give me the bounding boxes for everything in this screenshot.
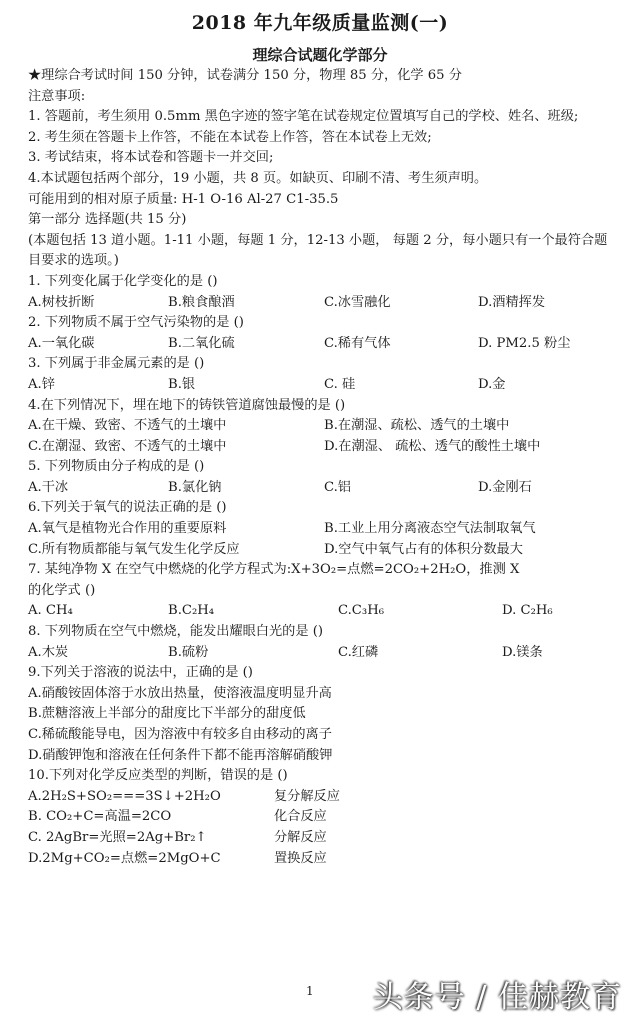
option-a: A.氧气是植物光合作用的重要原料 xyxy=(28,521,227,537)
page-number: 1 xyxy=(306,984,314,998)
reaction-type: 复分解反应 xyxy=(274,788,340,804)
question-options xyxy=(28,416,618,437)
reaction-type: 分解反应 xyxy=(274,829,327,845)
option-a: A.硝酸铵固体溶于水放出热量，使溶液温度明显升高 xyxy=(28,685,332,701)
question-stem: 8. 下列物质在空气中燃烧，能发出耀眼白光的是 () xyxy=(28,624,324,640)
option-a: A.一氧化碳 xyxy=(28,335,95,351)
option-d: D.金 xyxy=(478,376,506,392)
note-item: 2. 考生须在答题卡上作答，不能在本试卷上作答，答在本试卷上无效; xyxy=(28,129,432,145)
page-subtitle: 理综合试题化学部分 xyxy=(252,46,388,64)
option-b: B.在潮湿、疏松、透气的土壤中 xyxy=(324,418,510,434)
question-options xyxy=(28,519,618,540)
reaction-row xyxy=(28,828,618,849)
question-options xyxy=(28,375,618,396)
question-stem: 2. 下列物质不属于空气污染物的是 () xyxy=(28,315,244,331)
option-b: B.蔗糖溶液上半部分的甜度比下半部分的甜度低 xyxy=(28,706,306,722)
question-stem: 5. 下列物质由分子构成的是 () xyxy=(28,459,205,475)
option-b: B.二氧化硫 xyxy=(168,335,235,351)
exam-body xyxy=(28,66,618,869)
option-c: C.铝 xyxy=(324,479,351,495)
notes-heading: 注意事项: xyxy=(28,88,86,104)
question-stem: 4.在下列情况下，埋在地下的铸铁管道腐蚀最慢的是 () xyxy=(28,397,346,413)
reaction-equation: C. 2AgBr=光照=2Ag+Br₂↑ xyxy=(28,829,207,845)
question-options xyxy=(28,601,618,622)
question-stem: 3. 下列属于非金属元素的是 () xyxy=(28,356,205,372)
question-stem: 6.下列关于氧气的说法正确的是 () xyxy=(28,500,227,516)
option-d: D.金刚石 xyxy=(478,479,532,495)
option-b: B.硫粉 xyxy=(168,644,209,660)
option-c: C. 硅 xyxy=(324,376,356,392)
option-a: A.树枝折断 xyxy=(28,294,95,310)
option-d: D.硝酸钾饱和溶液在任何条件下都不能再溶解硝酸钾 xyxy=(28,747,333,763)
question-stem: 7. 某纯净物 X 在空气中燃烧的化学方程式为:X+3O₂=点燃=2CO₂+2H₂O，推测 X xyxy=(28,562,520,578)
option-d: D.酒精挥发 xyxy=(478,294,546,310)
question-stem: 1. 下列变化属于化学变化的是 () xyxy=(28,273,218,289)
option-a: A. CH₄ xyxy=(28,603,73,619)
reaction-equation: D.2Mg+CO₂=点燃=2MgO+C xyxy=(28,850,221,866)
atomic-masses: 可能用到的相对原子质量: H-1 O-16 Al-27 C1-35.5 xyxy=(28,191,339,207)
question-stem-continued: 的化学式 () xyxy=(28,582,96,598)
option-d: D. PM2.5 粉尘 xyxy=(478,335,571,351)
part-one-instructions: (本题包括 13 道小题。1-11 小题，每题 1 分，12-13 小题， 每题 2 分，每小题只有一个最符合题目要求的选项。) xyxy=(28,232,608,269)
option-a: A.干冰 xyxy=(28,479,69,495)
reaction-row xyxy=(28,849,618,870)
option-a: A.锌 xyxy=(28,376,55,392)
reaction-row xyxy=(28,787,618,808)
exam-intro: ★理综合考试时间 150 分钟，试卷满分 150 分，物理 85 分，化学 65 分 xyxy=(28,68,462,83)
option-d: D. C₂H₆ xyxy=(502,603,553,619)
part-one-heading: 第一部分 选择题(共 15 分) xyxy=(28,212,187,228)
reaction-equation: B. CO₂+C=高温=2CO xyxy=(28,809,172,825)
question-options xyxy=(28,293,618,314)
reaction-type: 化合反应 xyxy=(274,809,327,825)
reaction-row xyxy=(28,807,618,828)
reaction-type: 置换反应 xyxy=(274,850,327,866)
option-b: B.工业上用分离液态空气法制取氧气 xyxy=(324,521,536,537)
option-c: C.在潮湿、致密、不透气的土壤中 xyxy=(28,438,227,454)
reaction-equation: A.2H₂S+SO₂===3S↓+2H₂O xyxy=(28,788,221,804)
option-a: A.在干燥、致密、不透气的土壤中 xyxy=(28,418,227,434)
watermark: 头条号 / 佳赫教育 xyxy=(372,980,622,1015)
question-stem: 10.下列对化学反应类型的判断，错误的是 () xyxy=(28,768,288,784)
option-d: D.在潮湿、 疏松、透气的酸性土壤中 xyxy=(324,438,541,454)
page-title: 2018 年九年级质量监测(一) xyxy=(191,12,449,34)
note-item: 4.本试题包括两个部分，19 小题，共 8 页。如缺页、印刷不清、考生须声明。 xyxy=(28,170,488,186)
option-d: D.镁条 xyxy=(502,644,543,660)
option-b: B.银 xyxy=(168,376,196,392)
question-options xyxy=(28,540,618,561)
option-c: C.冰雪融化 xyxy=(324,294,391,310)
option-c: C.所有物质都能与氧气发生化学反应 xyxy=(28,541,240,557)
option-b: B.C₂H₄ xyxy=(168,603,215,619)
option-c: C.稀硫酸能导电，因为溶液中有较多自由移动的离子 xyxy=(28,727,332,742)
option-a: A.木炭 xyxy=(28,644,69,660)
option-c: C.红磷 xyxy=(338,644,379,660)
question-stem: 9.下列关于溶液的说法中，正确的是 () xyxy=(28,665,253,681)
note-item: 3. 考试结束，将本试卷和答题卡一并交回; xyxy=(28,150,274,166)
option-b: B.粮食酿酒 xyxy=(168,294,235,310)
option-c: C.稀有气体 xyxy=(324,335,391,351)
note-item: 1. 答题前，考生须用 0.5mm 黑色字迹的签字笔在试卷规定位置填写自己的学校、姓名、班级; xyxy=(28,109,579,125)
question-options xyxy=(28,334,618,355)
option-c: C.C₃H₆ xyxy=(338,603,384,619)
question-options xyxy=(28,478,618,499)
option-d: D.空气中氧气占有的体积分数最大 xyxy=(324,541,523,557)
question-options xyxy=(28,437,618,458)
option-b: B.氯化钠 xyxy=(168,479,222,495)
question-options xyxy=(28,643,618,664)
